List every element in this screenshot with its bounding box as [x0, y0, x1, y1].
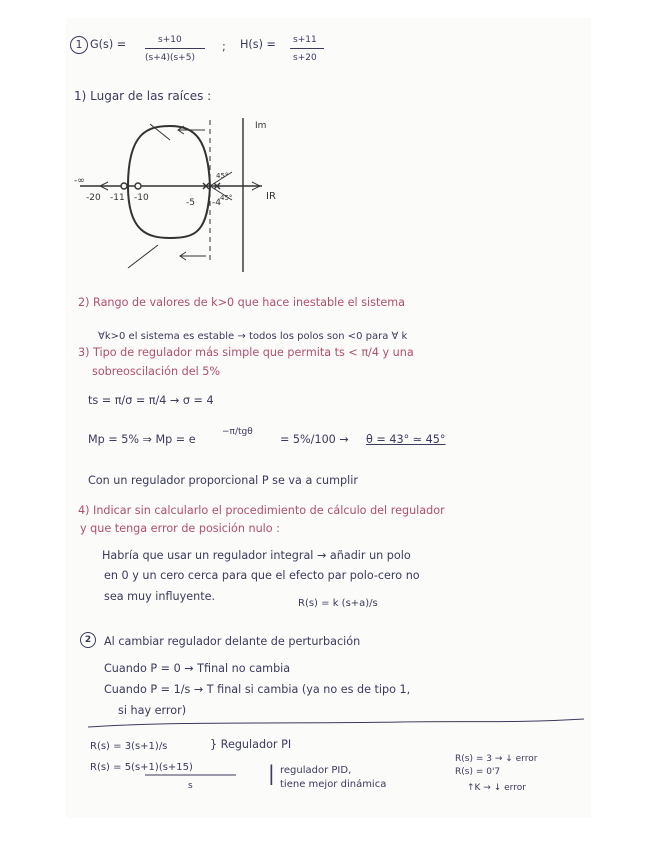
side-note-3: ↑K → ↓ error	[467, 783, 526, 793]
g-lhs: G(s) =	[90, 38, 127, 51]
question-3-title-line-2: sobreoscilación del 5%	[92, 365, 221, 378]
pid-regulator-label-2: tiene mejor dinámica	[280, 779, 387, 790]
settling-time-equation: ts = π/σ = π/4 → σ = 4	[88, 394, 214, 407]
minus-infinity-label: -∞	[74, 176, 85, 186]
question-1-title: 1) Lugar de las raíces :	[74, 89, 212, 103]
exercise-number-circle: 1	[70, 36, 88, 54]
zero-marker	[121, 183, 127, 189]
question-4-answer-line-3: sea muy influyente.	[104, 590, 216, 603]
zero-marker	[135, 183, 141, 189]
angle-label: 45°	[220, 194, 233, 202]
h-numerator: s+11	[293, 35, 317, 45]
side-note-1: R(s) = 3 → ↓ error	[455, 754, 538, 764]
overshoot-equation-b: = 5%/100 →	[280, 433, 349, 446]
tick-label: -11	[110, 193, 125, 203]
overshoot-exponent: −π/tgθ	[222, 427, 253, 437]
exercise-2-title: Al cambiar regulador delante de perturbación	[104, 635, 361, 648]
pid-regulator-formula-denominator: s	[188, 781, 193, 791]
re-label: IR	[266, 191, 276, 202]
side-note-2: R(s) = 0'7	[455, 767, 501, 777]
g-numerator: s+10	[158, 35, 182, 45]
g-denominator: (s+4)(s+5)	[145, 53, 195, 63]
h-denominator: s+20	[293, 53, 317, 63]
exercise-2-line-1: Cuando P = 0 → Tfinal no cambia	[104, 662, 291, 675]
question-4-answer-line-1: Habría que usar un regulador integral → añadir un polo	[102, 549, 411, 562]
pid-regulator-formula-numerator: R(s) = 5(s+1)(s+15)	[90, 762, 193, 773]
overshoot-equation-a: Mp = 5% ⇒ Mp = e	[88, 433, 196, 446]
question-4-title-line-2: y que tenga error de posición nulo :	[80, 522, 280, 535]
question-3-title-line-1: 3) Tipo de regulador más simple que permita ts < π/4 y una	[78, 346, 414, 359]
exercise-2-line-2: Cuando P = 1/s → T final si cambia (ya no es de tipo 1,	[104, 683, 411, 696]
angle-label: 45°	[216, 172, 229, 180]
separator: ;	[222, 40, 226, 53]
question-2-answer: ∀k>0 el sistema es estable → todos los polos son <0 para ∀ k	[98, 331, 408, 342]
question-4-title-line-1: 4) Indicar sin calcularlo el procedimiento de cálculo del regulador	[78, 504, 445, 517]
question-3-conclusion: Con un regulador proporcional P se va a cumplir	[88, 474, 358, 487]
pi-regulator-label: } Regulador PI	[210, 738, 292, 751]
locus-curve	[128, 126, 210, 238]
pid-regulator-label-1: regulador PID,	[280, 765, 352, 776]
tick-label: -20	[86, 193, 101, 203]
pi-regulator-formula: R(s) = 3(s+1)/s	[90, 741, 168, 752]
tick-label: -10	[134, 193, 149, 203]
pid-brace: |	[268, 761, 275, 785]
question-4-answer-line-2: en 0 y un cero cerca para que el efecto par polo-cero no	[104, 569, 420, 582]
angle-result: θ = 43° ≃ 45°	[366, 433, 446, 446]
h-lhs: H(s) =	[240, 38, 276, 51]
integral-regulator-formula: R(s) = k (s+a)/s	[298, 598, 378, 609]
im-label: Im	[255, 121, 267, 131]
tick-label: -5	[186, 198, 195, 208]
exercise-2-number-circle: 2	[80, 632, 96, 648]
exercise-2-line-3: si hay error)	[118, 704, 187, 717]
question-2-title: 2) Rango de valores de k>0 que hace inestable el sistema	[78, 296, 405, 309]
tick-label: -4	[212, 198, 221, 208]
